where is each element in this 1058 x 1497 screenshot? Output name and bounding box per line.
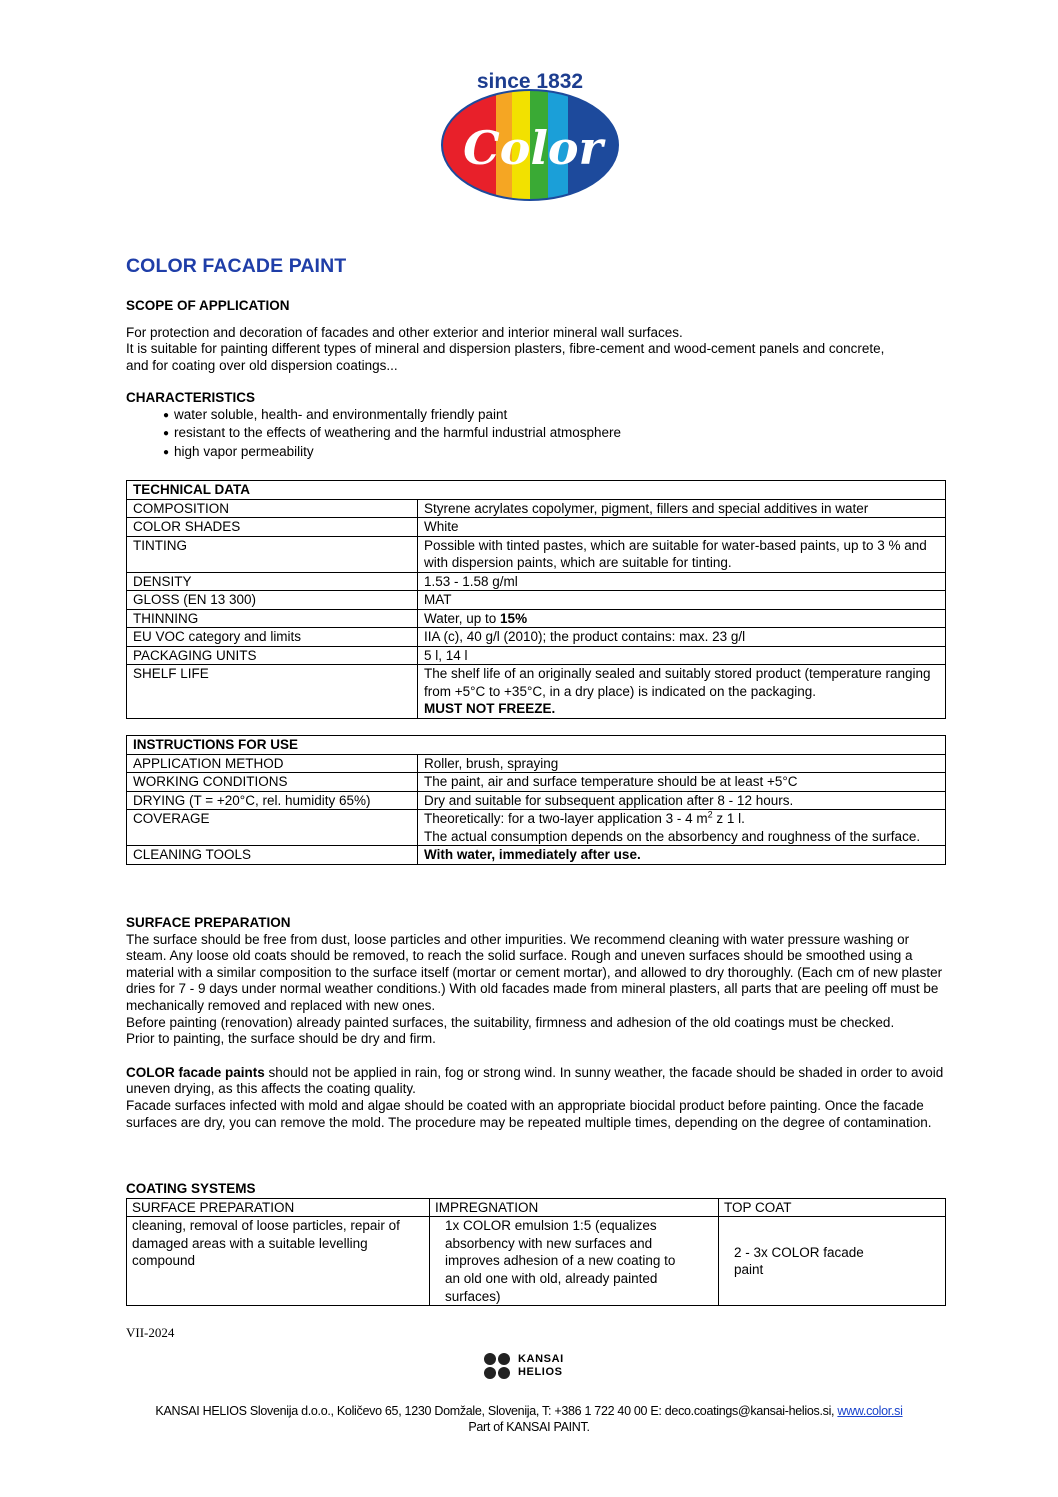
logo-dot [484, 1367, 496, 1379]
technical-data-heading: TECHNICAL DATA [127, 481, 946, 500]
row-value: The shelf life of an originally sealed and suitably stored product (temperature ranging from +5°C to +35°C, in a dry place) is indicated on the packaging. [424, 666, 931, 699]
svg-text:Color: Color [463, 121, 603, 175]
table-cell: cleaning, removal of loose particles, repair of damaged areas with a suitable levelling compound [127, 1217, 430, 1306]
row-value-cell [418, 810, 946, 846]
row-label: COLOR SHADES [127, 518, 418, 537]
row-value: Possible with tinted pastes, which are suitable for water-based paints, up to 3 % and with dispersion paints, which are suitable for tinting. [418, 536, 946, 572]
row-label: DENSITY [127, 572, 418, 591]
row-label: COMPOSITION [127, 499, 418, 518]
column-header: IMPREGNATION [430, 1198, 719, 1217]
scope-line: For protection and decoration of facades and other exterior and interior mineral wall surfaces. [126, 324, 683, 340]
table-row [127, 846, 946, 865]
row-label: COVERAGE [127, 810, 418, 846]
color-logo [438, 62, 622, 202]
svg-text:since 1832: since 1832 [476, 70, 584, 93]
row-label: SHELF LIFE [127, 665, 418, 719]
row-value-bold: 15% [500, 610, 528, 626]
footer-line2: Part of KANSAI PAINT. [468, 1420, 590, 1434]
table-header-row [127, 1198, 946, 1217]
row-value-after: z 1 l. [712, 811, 745, 826]
list-item [163, 425, 946, 444]
column-header: SURFACE PREPARATION [127, 1198, 430, 1217]
list-item [163, 407, 946, 426]
footer [0, 1403, 1058, 1435]
row-value: Dry and suitable for subsequent application after 8 - 12 hours. [418, 791, 946, 810]
table-row [127, 754, 946, 773]
characteristics-heading: CHARACTERISTICS [126, 390, 256, 405]
footer-address [0, 1403, 1058, 1419]
list-item-text: resistant to the effects of weathering and the harmful industrial atmosphere [174, 425, 622, 441]
table-row [127, 591, 946, 610]
coating-section [126, 1181, 946, 1306]
table-row [127, 791, 946, 810]
logo-dot [484, 1353, 496, 1365]
surface-paragraph: Before painting (renovation) already painted surfaces, the suitability, firmness and adhesion of the old coatings must be checked. [126, 1014, 895, 1030]
technical-data-table-wrap [126, 480, 946, 719]
row-label: PACKAGING UNITS [127, 646, 418, 665]
surface-heading: SURFACE PREPARATION [126, 915, 291, 930]
row-label: CLEANING TOOLS [127, 846, 418, 865]
superscript: 2 [707, 809, 713, 820]
row-value: 5 l, 14 l [418, 646, 946, 665]
row-value: 1.53 - 1.58 g/ml [418, 572, 946, 591]
page-title: COLOR FACADE PAINT [126, 255, 347, 277]
instructions-heading: INSTRUCTIONS FOR USE [127, 736, 946, 755]
row-label: THINNING [127, 609, 418, 628]
table-cell: 2 - 3x COLOR facade paint [719, 1217, 946, 1306]
table-row [127, 810, 946, 846]
row-value: The paint, air and surface temperature should be at least +5°C [418, 773, 946, 792]
wordmark-line: KANSAI [518, 1353, 564, 1365]
row-value-bold: MUST NOT FREEZE. [424, 701, 556, 716]
product-name-bold: COLOR facade paints [126, 1064, 265, 1080]
row-value-cell [418, 609, 946, 628]
coating-heading: COATING SYSTEMS [126, 1181, 256, 1196]
characteristics-section [126, 390, 946, 462]
table-row [127, 536, 946, 572]
row-value: IIA (c), 40 g/l (2010); the product contains: max. 23 g/l [418, 628, 946, 647]
scope-section [126, 298, 946, 374]
row-label: DRYING (T = +20°C, rel. humidity 65%) [127, 791, 418, 810]
row-value: MAT [418, 591, 946, 610]
surface-text: should not be applied in rain, fog or strong wind. In sunny weather, the facade should be shaded in order to avoid uneven drying, as this affects the coating quality. [126, 1064, 944, 1097]
coating-table [126, 1198, 946, 1307]
row-value: White [418, 518, 946, 537]
row-label: WORKING CONDITIONS [127, 773, 418, 792]
table-row [127, 518, 946, 537]
scope-line: and for coating over old dispersion coatings... [126, 357, 398, 373]
table-header-row [127, 736, 946, 755]
surface-paragraph [126, 1065, 946, 1098]
surface-paragraph: Facade surfaces infected with mold and algae should be coated with an appropriate biocidal product before painting. Once the facade surfaces are dry, you can remove the mold. The procedure may be repeated multiple times, depending on the degree of contamination. [126, 1097, 932, 1130]
row-value: Theoretically: for a two-layer application 3 - 4 m [424, 811, 708, 826]
table-row [127, 572, 946, 591]
table-row [127, 646, 946, 665]
coverage-line [424, 810, 939, 828]
scope-line: It is suitable for painting different types of mineral and dispersion plasters, fibre-cement and wood-cement panels and concrete, [126, 341, 885, 357]
row-value-cell [418, 665, 946, 719]
wordmark-line: HELIOS [518, 1366, 563, 1378]
row-value-2: The actual consumption depends on the absorbency and roughness of the surface. [424, 828, 921, 844]
row-value: Roller, brush, spraying [418, 754, 946, 773]
list-item [163, 444, 946, 463]
row-value-bold: With water, immediately after use. [418, 846, 946, 865]
column-header: TOP COAT [719, 1198, 946, 1217]
website-link[interactable]: www.color.si [837, 1404, 903, 1418]
row-label: APPLICATION METHOD [127, 754, 418, 773]
table-cell: 1x COLOR emulsion 1:5 (equalizes absorbency with new surfaces and improves adhesion of a new coating to an old one with old, already painted surfaces) [430, 1217, 719, 1306]
footer-text: KANSAI HELIOS Slovenija d.o.o., Količevo 65, 1230 Domžale, Slovenija, T: +386 1 722 40 00 E: deco.coatings@kansai-helios.si, [155, 1404, 838, 1418]
table-row [127, 628, 946, 647]
instructions-table-wrap [126, 735, 946, 865]
row-label: EU VOC category and limits [127, 628, 418, 647]
row-value: Styrene acrylates copolymer, pigment, fillers and special additives in water [418, 499, 946, 518]
scope-heading: SCOPE OF APPLICATION [126, 298, 290, 313]
table-row [127, 665, 946, 719]
table-row [127, 773, 946, 792]
table-row [127, 1217, 946, 1306]
instructions-table [126, 735, 946, 865]
row-label: GLOSS (EN 13 300) [127, 591, 418, 610]
list-item-text: water soluble, health- and environmentally friendly paint [174, 406, 508, 422]
characteristics-list [126, 407, 946, 463]
date-code: VII-2024 [126, 1325, 175, 1340]
kansai-helios-logo [484, 1353, 594, 1381]
kansai-helios-wordmark [518, 1353, 564, 1379]
list-item-text: high vapor permeability [174, 443, 314, 459]
table-row [127, 609, 946, 628]
technical-data-table [126, 480, 946, 719]
surface-section [126, 915, 946, 1131]
logo-dot [498, 1353, 510, 1365]
row-value: Water, up to [424, 610, 501, 626]
table-header-row [127, 481, 946, 500]
logo-dot [498, 1367, 510, 1379]
row-label: TINTING [127, 536, 418, 572]
table-row [127, 499, 946, 518]
surface-paragraph: The surface should be free from dust, loose particles and other impurities. We recommend cleaning with water pressure washing or steam. Any loose old coats should be removed, to reach the solid surface. Rough and uneven surfaces should be smoothed using a material with a similar composition to the surface itself (mortar or cement mortar), and allowed to dry thoroughly. (Each cm of new plaster dries for 7 - 9 days under normal weather conditions.) With old facades made from mineral plasters, all parts that are peeling off must be mechanically removed and replaced with new ones. [126, 931, 943, 1013]
surface-paragraph: Prior to painting, the surface should be dry and firm. [126, 1031, 436, 1047]
color-logo-graphic [438, 62, 622, 202]
